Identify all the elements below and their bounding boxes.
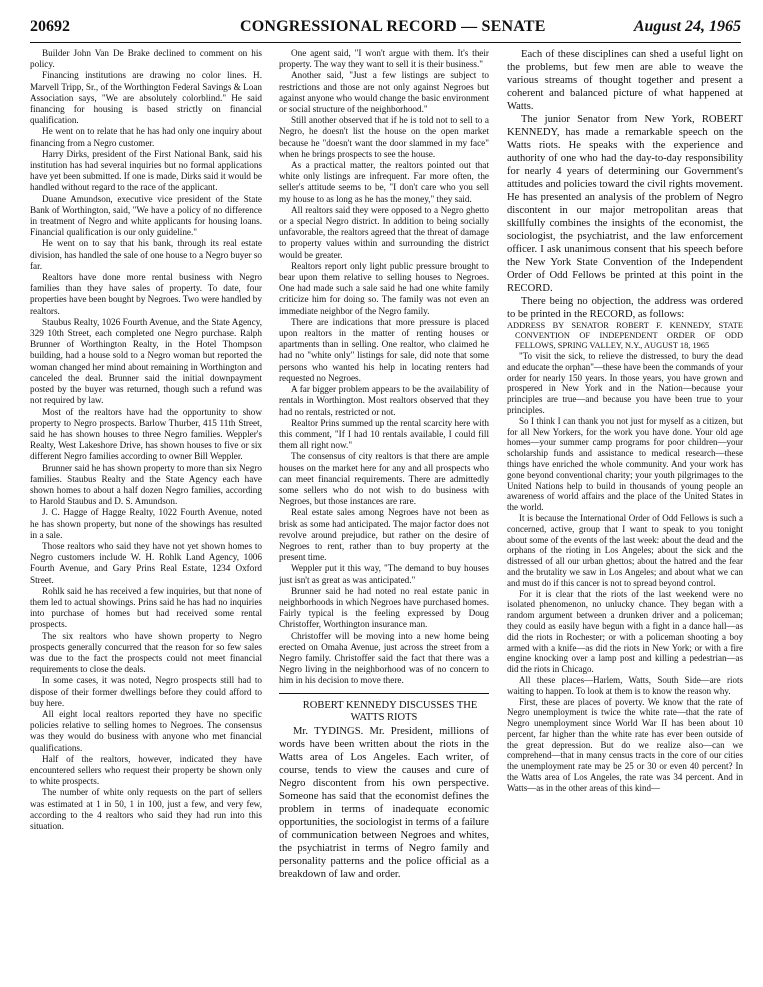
paragraph: All these places—Harlem, Watts, South Side—are riots waiting to happen. To look at them is to know the reason why. xyxy=(507,674,743,696)
paragraph: Brunner said he has shown property to more than six Negro families. Staubus Realty and the State Agency each have shown homes to about a half dozen Negro families, according to Harold Staubus and D. S. Amundson. xyxy=(30,462,262,507)
paragraph: One agent said, "I won't argue with them. It's their property. The way they want to sell it is their business." xyxy=(279,48,489,70)
paragraph: Brunner said he had noted no real estate panic in neighborhoods in which Negroes have purchased homes. Fairly typical is the feeling expressed by Doug Christoffer, Worthington insurance man. xyxy=(279,585,489,630)
address-body xyxy=(507,351,743,794)
paragraph: The junior Senator from New York, ROBERT KENNEDY, has made a remarkable speech on the Watts riots. He speaks with the experience and authority of one who had the day-to-day responsibility for nearly 4 years of determining our Government's attitudes and policies toward the civil rights movement. He has presented an analysis of the problem of Negro discontent in our major metropolitan areas that skillfully combines the insights of the economist, the sociologist, the psychiatrist, and the law enforcement officer. I ask unanimous consent that his speech before the New York State Convention of the Independent Order of Odd Fellows be printed at this point in the RECORD. xyxy=(507,114,743,294)
paragraph: "To visit the sick, to relieve the distressed, to bury the dead and educate the orphan"—these have been the commands of your order for nearly 150 years. In those years, you have grown and prospered in New York and in the Nation—because your principles are true—and because you have been true to your principles. xyxy=(507,351,743,415)
paragraph: As a practical matter, the realtors pointed out that white only listings are infrequent. Far more often, the seller's attitude seems to be, "I don't care who you sell my house to as long as he has the money," they said. xyxy=(279,160,489,204)
paragraph: In some cases, it was noted, Negro prospects still had to dispose of their former dwellings before they could afford to buy here. xyxy=(30,675,262,708)
publication-date: August 24, 1965 xyxy=(633,18,741,35)
paragraph: The consensus of city realtors is that there are ample houses on the market here for any and all prospects who can meet financial requirements. There are admittedly some sellers who do not wish to do business with Negroes, but those instances are rare. xyxy=(279,451,489,507)
paragraph: Mr. TYDINGS. Mr. President, millions of words have been written about the riots in the Watts area of Los Angeles. Each writer, of course, tends to view the causes and cure of Negro discontent from his own perspective. Someone has said that the economist defines the problem in terms of inadequate economic opportunities, the sociologist in terms of a failure of communication between Negroes and whites, the psychiatrist in terms of Negro family and personality patterns and the police official as a breakdown of law and order. xyxy=(279,725,489,880)
paragraph: Duane Amundson, executive vice president of the State Bank of Worthington, said, "We have a policy of no difference in treatment of Negro and white applicants for housing loans. Financial qualification is our only guideline." xyxy=(30,193,262,238)
paragraph: Realtors report only light public pressure brought to bear upon them relative to selling houses to Negroes. One had made such a sale said he had one white family criticize him for doing so. The family was not even an immediate neighbor of the Negro family. xyxy=(279,260,489,316)
paragraph: Harry Dirks, president of the First National Bank, said his institution has had several inquiries but no formal applications have yet been submitted. If one is made, Dirks said it would be handled without regard to the race of the applicant. xyxy=(30,148,262,193)
column-1 xyxy=(30,48,262,978)
paragraph: For it is clear that the riots of the last weekend were no isolated phenomenon, no unlucky chance. They began with a random argument between a drunken driver and a policeman; they could as easily have begun with a fight in a dance hall—as did the riots in Rochester; or with a policeman shooting a boy armed with a knife—as did the riots in New York; or with a fire engine knocking over a lamp post and killing a pedestrian—as did the riots in Chicago. xyxy=(507,588,743,675)
paragraph: He went on to relate that he has had only one inquiry about financing from a Negro customer. xyxy=(30,126,262,148)
paragraph: Weppler put it this way, "The demand to buy houses just isn't as great as was anticipated." xyxy=(279,563,489,585)
paragraph: Realtors have done more rental business with Negro families than they have sales of property. To date, four properties have been bought by Negroes. Two were handled by realtors. xyxy=(30,272,262,316)
section-kennedy-watts xyxy=(279,693,489,881)
paragraph: Builder John Van De Brake declined to comment on his policy. xyxy=(30,48,262,70)
column-3-intro xyxy=(507,48,743,321)
paragraph: So I think I can thank you not just for myself as a citizen, but for all New Yorkers, for the work you have done. Your old age homes—your summer camp programs for poor children—your scholarship funds and assistance to medical research—these things have enriched the whole community. And your work has gone beyond conventional charity; your youth pilgrimages to the United Nations help to build in thousands of young people an awareness of world affairs and the place of the United States in the world. xyxy=(507,415,743,513)
section-body xyxy=(279,725,489,881)
paragraph: Staubus Realty, 1026 Fourth Avenue, and the State Agency, 329 10th Street, each completed one Negro purchase. Ralph Brunner of Worthington Realty, in the Hotel Thompson building, had a house sold to a Negro woman but reported the woman changed her mind about remaining in Worthington and canceled the deal. Brunner said the initial downpayment posted by the buyer was returned, though such a refund was not required by law. xyxy=(30,316,262,406)
paragraph: Christoffer will be moving into a new home being erected on Omaha Avenue, just across the street from a Negro family. Christoffer said the fact that there was a Negro living in the neighborhood was of no concern to him in his decision to move there. xyxy=(279,630,489,686)
paragraph: J. C. Hagge of Hagge Realty, 1022 Fourth Avenue, noted he has shown property, but none of the showings has resulted in a sale. xyxy=(30,507,262,540)
paragraph: There are indications that more pressure is placed upon realtors in the matter of renting houses or apartments than in selling. One realtor, who claimed he had no "white only" listings for sale, did note that some persons who wanted his help in locating renters had requested no Negroes. xyxy=(279,316,489,383)
paragraph: Those realtors who said they have not yet shown homes to Negro customers include W. H. Rohlk Land Agency, 1006 Fourth Avenue, and Gary Prins Real Estate, 1234 Oxford Street. xyxy=(30,540,262,585)
address-heading: ADDRESS BY SENATOR ROBERT F. KENNEDY, STATE CONVENTION OF INDEPENDENT ORDER OF ODD FELLOWS, SPRING VALLEY, N.Y., AUGUST 18, 1965 xyxy=(507,321,743,350)
paragraph: Realtor Prins summed up the rental scarcity here with this comment, "If I had 10 rentals available, I could fill them all right now." xyxy=(279,417,489,451)
paragraph: The number of white only requests on the part of sellers was estimated at 1 in 50, 1 in 100, just a few, and very few, according to the 4 realtors who said they had run into this situation. xyxy=(30,787,262,832)
paragraph: All realtors said they were opposed to a Negro ghetto or a special Negro district. In addition to being socially unfavorable, the realtors agreed that the threat of damage to property values within and surrounding the district would be greater. xyxy=(279,204,489,260)
column-2 xyxy=(279,48,489,978)
paragraph: It is because the International Order of Odd Fellows is such a concerned, active, group that I want to speak to you tonight about some of the events of the last week: about the dead and the orphans of the rioting in Los Angeles; about the sick and the distressed of all our urban ghettos; about the hatred and the fear and the brutality we saw in Los Angeles; and about what we can and must do if this cancer is not to spread beyond control. xyxy=(507,512,743,588)
page-number: 20692 xyxy=(30,18,70,35)
column-2-article-continuation xyxy=(279,48,489,687)
paragraph: Half of the realtors, however, indicated they have encountered sellers who request their property be shown only to white prospects. xyxy=(30,753,262,787)
paragraph: First, these are places of poverty. We know that the rate of Negro unemployment is twice the white rate—that the rate of Negro unemployment since World War II has been about 10 percent, far higher than the white rate has ever been outside of the great depression. But do we realize also—can we comprehend—that in many census tracts in the core of our cities the unemployment rate may be 25 or 30 or even 40 percent? In the Watts area of Los Angeles, the rate was 34 percent. And in Watts—as in the other areas of this kind— xyxy=(507,696,743,793)
paragraph: All eight local realtors reported they have no specific policies relative to selling homes to Negroes. The consensus was they would do business with anyone who met financial qualifications. xyxy=(30,708,262,753)
section-heading: ROBERT KENNEDY DISCUSSES THE WATTS RIOTS xyxy=(302,699,478,724)
paragraph: A far bigger problem appears to be the availability of rentals in Worthington. Most realtors observed that they had no rentals, restricted or not. xyxy=(279,384,489,417)
paragraph: Real estate sales among Negroes have not been as brisk as some had anticipated. The major factor does not revolve around prejudice, but rather on the desire of Negroes to rent, rather than to buy property at the present time. xyxy=(279,507,489,563)
page-header xyxy=(30,18,741,42)
paragraph: Financing institutions are drawing no color lines. H. Marvell Tripp, Sr., of the Worthington Federal Savings & Loan Association says, "We are absolutely colorblind." He said financing for housing is based strictly on financial qualification. xyxy=(30,70,262,126)
paragraph: Rohlk said he has received a few inquiries, but that none of them led to actual showings. Prins said he has had no inquiries into purchase of homes but had received some rental prospects. xyxy=(30,585,262,630)
column-3 xyxy=(507,48,743,978)
paragraph: Another said, "Just a few listings are subject to restrictions and those are not only against Negroes but against anyone who would change the basic environment or social structure of the neighborhood." xyxy=(279,70,489,115)
paragraph: Still another observed that if he is told not to sell to a Negro, he doesn't list the house on the open market because he "doesn't want the door slammed in my face" when he brings prospects to see the house. xyxy=(279,115,489,159)
paragraph: Each of these disciplines can shed a useful light on the problems, but few men are able to weave the various streams of thought together and present a coherent and balanced picture of what happened at Watts. xyxy=(507,49,743,112)
paragraph: There being no objection, the address was ordered to be printed in the RECORD, as follows: xyxy=(507,296,743,320)
paragraph: The six realtors who have shown property to Negro prospects generally concurred that the reason for so few sales was due to the fact the prospects could not meet financial requirements to close the deals. xyxy=(30,630,262,675)
publication-title: CONGRESSIONAL RECORD — SENATE xyxy=(240,18,546,35)
header-rule xyxy=(30,42,741,43)
paragraph: He went on to say that his bank, through its real estate division, has handled the sale of one house to a Negro buyer so far. xyxy=(30,238,262,271)
paragraph: Most of the realtors have had the opportunity to show property to Negro prospects. Barlow Thurber, 415 11th Street, said he has shown houses to three Negro families. Weppler's Realty, West Lakeshore Drive, has shown houses to five or six different Negro families according to owner Bill Weppler. xyxy=(30,406,262,462)
